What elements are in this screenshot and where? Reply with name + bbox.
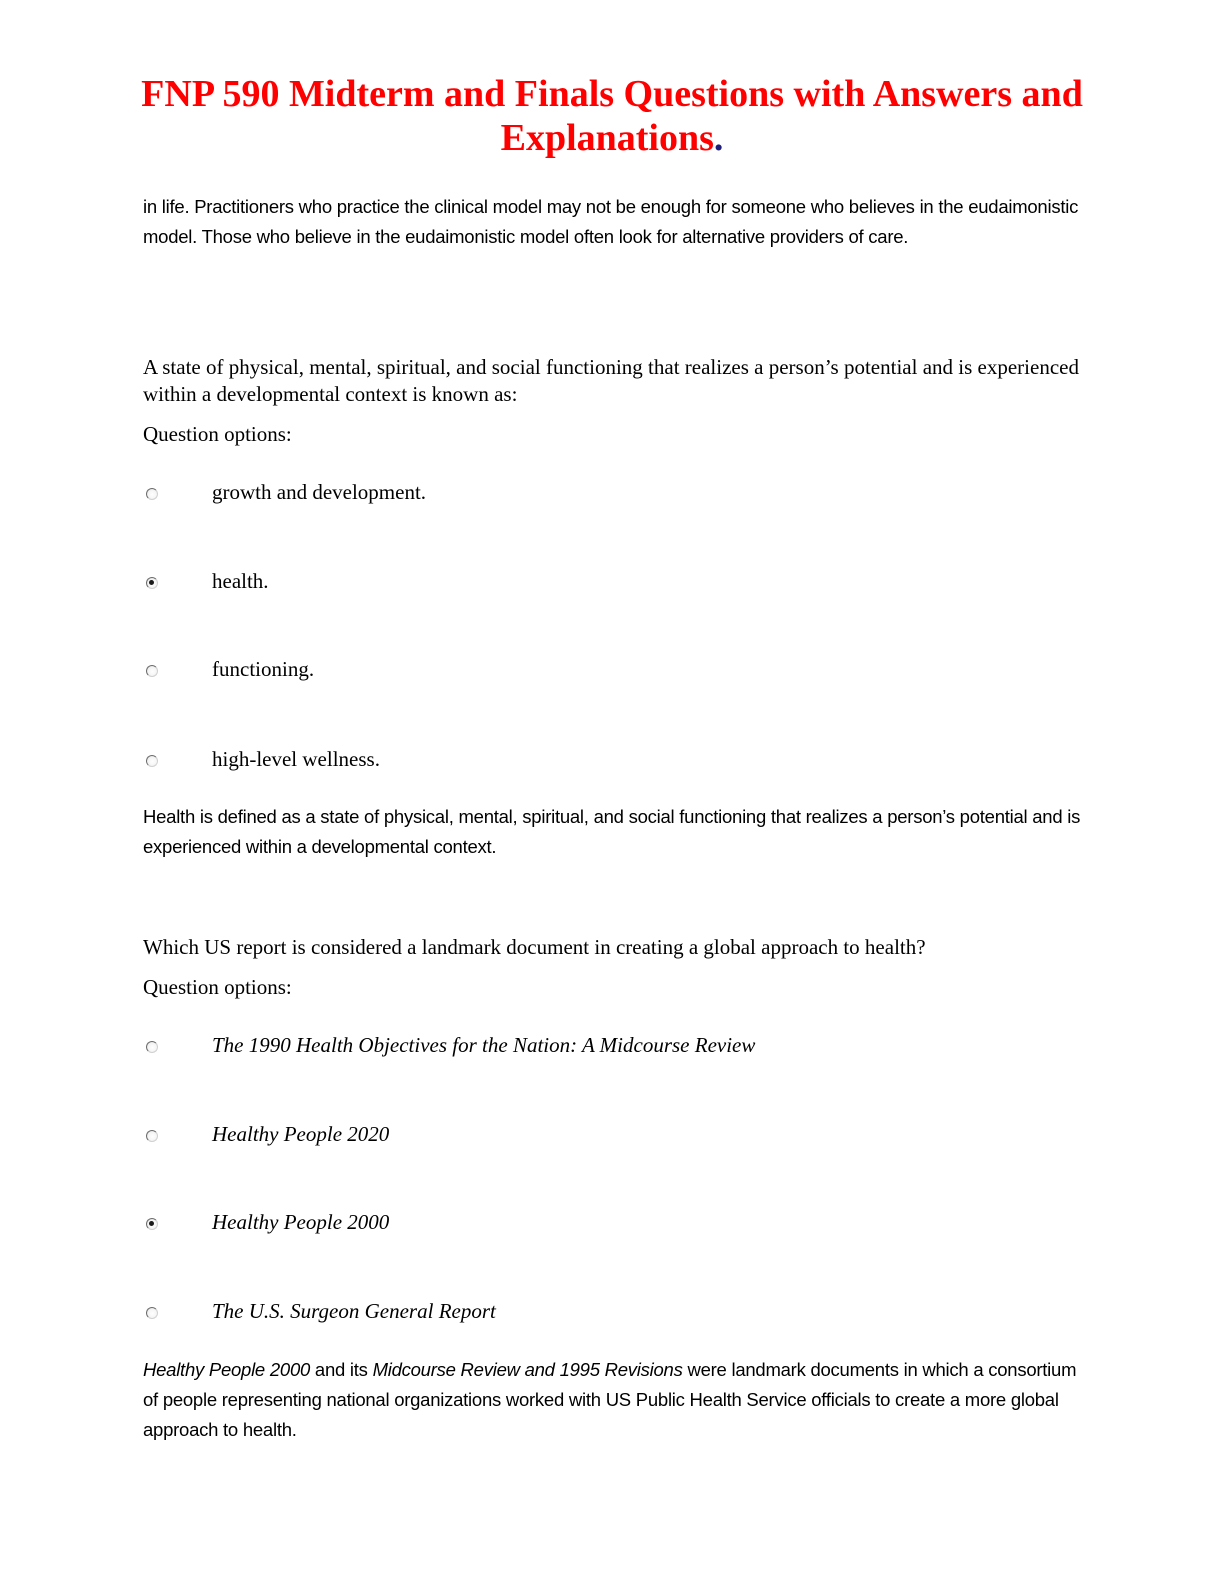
question-2-option-4[interactable] [143, 1299, 1043, 1333]
question-2-option-1[interactable] [143, 1033, 1043, 1067]
document-title-text: FNP 590 Midterm and Finals Questions with Answers and Explanations [141, 73, 1083, 159]
question-1-option-3[interactable] [143, 657, 1043, 691]
explanation-italic-title: Midcourse Review and 1995 Revisions [372, 1359, 683, 1380]
question-2-explanation [143, 1355, 1083, 1445]
explanation-text: were landmark documents in which a consortium of people representing national organizations worked with US Public Health Service officials to create a more global approach to health. [143, 1359, 1077, 1440]
question-2-options-label: Question options: [143, 975, 292, 999]
question-1-option-4[interactable] [143, 747, 1043, 781]
radio-unchecked-icon[interactable] [146, 488, 158, 500]
question-1-explanation: Health is defined as a state of physical, mental, spiritual, and social functioning that realizes a person’s potential and is experienced within a developmental context. [143, 806, 1081, 857]
question-1-option-1[interactable] [143, 480, 1043, 514]
option-label: Healthy People 2020 [212, 1122, 390, 1146]
question-1-text: A state of physical, mental, spiritual, and social functioning that realizes a person’s potential and is experienced within a developmental context is known as: [143, 355, 1079, 406]
document-title [100, 72, 1124, 160]
option-label: The U.S. Surgeon General Report [212, 1299, 496, 1323]
question-2-option-2[interactable] [143, 1122, 1043, 1156]
radio-unchecked-icon[interactable] [146, 665, 158, 677]
radio-unchecked-icon[interactable] [146, 1041, 158, 1053]
radio-unchecked-icon[interactable] [146, 1307, 158, 1319]
intro-paragraph: in life. Practitioners who practice the clinical model may not be enough for someone who believes in the eudaimonistic model. Those who believe in the eudaimonistic model often look for alternative providers of care. [143, 196, 1079, 247]
radio-checked-icon[interactable] [146, 577, 158, 589]
option-label: high-level wellness. [212, 747, 380, 771]
option-label: health. [212, 569, 269, 593]
radio-unchecked-icon[interactable] [146, 1130, 158, 1142]
question-2-option-3[interactable] [143, 1210, 1043, 1244]
document-title-period: . [713, 117, 724, 159]
option-label: The 1990 Health Objectives for the Nation: A Midcourse Review [212, 1033, 756, 1057]
explanation-italic-title: Healthy People 2000 [143, 1359, 311, 1380]
radio-checked-icon[interactable] [146, 1218, 158, 1230]
option-label: Healthy People 2000 [212, 1210, 390, 1234]
question-2-text: Which US report is considered a landmark document in creating a global approach to health? [143, 935, 926, 959]
question-1-options-label: Question options: [143, 422, 292, 446]
option-label: growth and development. [212, 480, 427, 504]
option-label: functioning. [212, 657, 315, 681]
radio-unchecked-icon[interactable] [146, 755, 158, 767]
explanation-text: and its [310, 1359, 373, 1380]
question-1-option-2[interactable] [143, 569, 1043, 603]
